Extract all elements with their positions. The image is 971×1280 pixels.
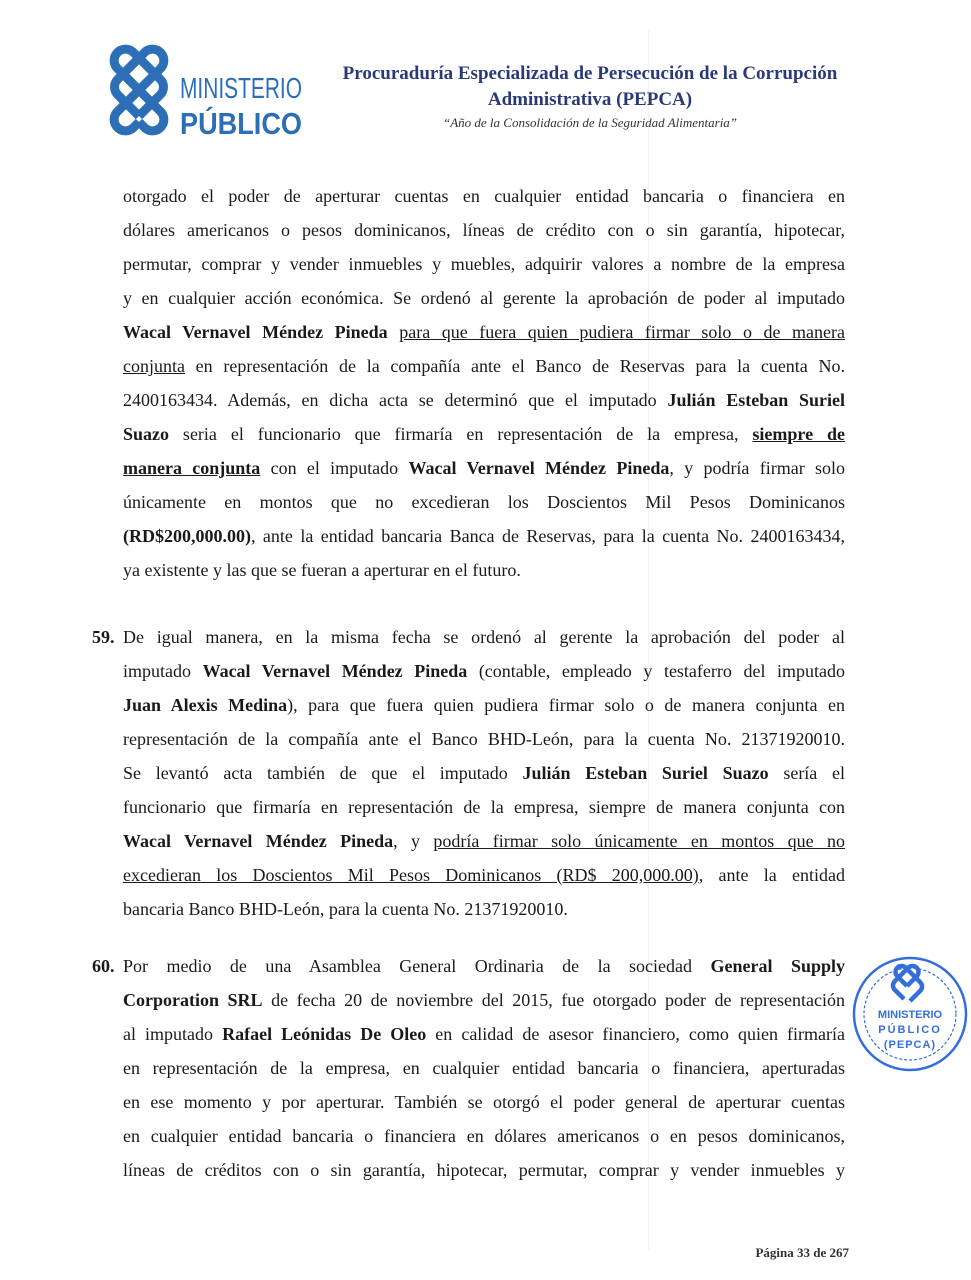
- text-line: [123, 761, 845, 795]
- text-line: [123, 829, 845, 863]
- text-span: permutar, comprar y vender inmuebles y muebles, adquirir valores a nombre de la empresa: [123, 254, 845, 274]
- text-span: otorgado el poder de aperturar cuentas en cualquier entidad bancaria o financiera en: [123, 186, 845, 206]
- text-span: , ante la entidad: [698, 865, 845, 885]
- text-line: [123, 727, 845, 761]
- text-span: en representación de la empresa, en cualquier entidad bancaria o financiera, aperturadas: [123, 1058, 845, 1078]
- text-line: [123, 388, 845, 422]
- header-title-line1: Procuraduría Especializada de Persecución de la Corrupción: [342, 63, 838, 84]
- text-line: [123, 1124, 845, 1158]
- bold-text: Corporation SRL: [123, 990, 263, 1010]
- text-span: , y: [393, 831, 434, 851]
- bold-text: Suazo: [123, 424, 170, 444]
- bold-text: Wacal Vernavel Méndez Pineda: [123, 831, 394, 851]
- text-line: [123, 1022, 845, 1056]
- text-span: De igual manera, en la misma fecha se ordenó al gerente la aprobación del poder al: [123, 627, 845, 647]
- text-span: representación de la compañía ante el Banco BHD-León, para la cuenta No. 21371920010.: [123, 729, 845, 749]
- bold-text: Julián Esteban Suriel Suazo: [522, 763, 769, 783]
- bold-text: Wacal Vernavel Méndez Pineda: [123, 322, 388, 342]
- text-span: en ese momento y por aperturar. También se otorgó el poder general de aperturar cuentas: [123, 1092, 845, 1112]
- text-line: [123, 422, 845, 456]
- text-line: [123, 897, 845, 931]
- header-title-line2: Administrativa (PEPCA): [487, 89, 693, 110]
- stamp-text-ministerio: MINISTERIO: [877, 1009, 943, 1021]
- text-line: [123, 625, 845, 659]
- text-line: [123, 218, 845, 252]
- bold-text: Juan Alexis Medina: [123, 695, 288, 715]
- text-line: [123, 286, 845, 320]
- text-span: (contable, empleado y testaferro del imputado: [467, 661, 846, 681]
- text-line: [123, 954, 845, 988]
- text-line: [123, 1056, 845, 1090]
- text-span: 2400163434. Además, en dicha acta se determinó que el imputado: [123, 390, 668, 410]
- text-span: , y podría firmar solo: [669, 458, 845, 478]
- text-line: [123, 659, 845, 693]
- text-span: en cualquier entidad bancaria o financiera en dólares americanos o en pesos dominicanos,: [123, 1126, 845, 1146]
- underlined-text: para que fuera quien pudiera firmar solo o de manera: [399, 322, 846, 342]
- paragraph: [123, 625, 845, 931]
- text-span: funcionario que firmaría en representación de la empresa, siempre de manera conjunta con: [123, 797, 845, 817]
- bold-text: Wacal Vernavel Méndez Pineda: [408, 458, 670, 478]
- paragraph-number: 59.: [92, 627, 115, 647]
- text-span: imputado: [123, 661, 203, 681]
- text-line: [123, 1090, 845, 1124]
- logo-text-publico: PÚBLICO: [180, 106, 320, 141]
- text-line: [123, 456, 845, 490]
- text-span: dólares americanos o pesos dominicanos, líneas de crédito con o sin garantía, hipotecar,: [123, 220, 845, 240]
- bold-text: (RD$200,000.00): [123, 526, 251, 546]
- underlined-text: podría firmar solo únicamente en montos que no: [433, 831, 845, 851]
- text-span: en calidad de asesor financiero, como quien firmaría: [426, 1024, 845, 1044]
- text-line: [123, 863, 845, 897]
- bold-text: General Supply: [710, 956, 845, 976]
- text-span: Por medio de una Asamblea General Ordinaria de la sociedad: [123, 956, 711, 976]
- text-span: sería el: [768, 763, 845, 783]
- bold-text: Rafael Leónidas De Oleo: [222, 1024, 427, 1044]
- text-line: [123, 524, 845, 558]
- underlined-text: conjunta: [123, 356, 185, 376]
- text-line: [123, 252, 845, 286]
- bold-text: Wacal Vernavel Méndez Pineda: [202, 661, 468, 681]
- text-span: [388, 322, 400, 342]
- text-line: [123, 1158, 845, 1192]
- text-line: [123, 354, 845, 388]
- official-stamp-icon: [852, 952, 968, 1076]
- underlined-text: excedieran los Doscientos Mil Pesos Dominicanos (RD$ 200,000.00): [123, 865, 699, 885]
- text-span: ), para que fuera quien pudiera firmar solo o de manera conjunta en: [287, 695, 845, 715]
- text-span: bancaria Banco BHD-León, para la cuenta No. 21371920010.: [123, 899, 568, 919]
- text-span: de fecha 20 de noviembre del 2015, fue otorgado poder de representación: [262, 990, 846, 1010]
- text-span: ya existente y las que se fueran a aperturar en el futuro.: [123, 560, 521, 580]
- text-line: [123, 558, 845, 592]
- text-span: con el imputado: [260, 458, 409, 478]
- logo-wordmark: [176, 66, 320, 142]
- text-span: líneas de créditos con o sin garantía, hipotecar, permutar, comprar y vender inmuebles y: [123, 1160, 845, 1180]
- text-line: [123, 795, 845, 829]
- text-span: únicamente en montos que no excedieran los Doscientos Mil Pesos Dominicanos: [123, 492, 845, 512]
- bold-text: manera conjunta: [123, 458, 261, 478]
- paragraph: [123, 184, 845, 592]
- page-number: Página 33 de 267: [755, 1245, 849, 1260]
- logo-text-ministerio: MINISTERIO: [180, 73, 302, 105]
- text-line: [123, 693, 845, 727]
- text-span: y en cualquier acción económica. Se ordenó al gerente la aprobación de poder al imputado: [123, 288, 845, 308]
- header-motto: “Año de la Consolidación de la Seguridad Alimentaria”: [442, 115, 738, 130]
- text-span: , ante la entidad bancaria Banca de Reservas, para la cuenta No. 2400163434,: [251, 526, 845, 546]
- stamp-text-publico: PÚBLICO: [878, 1024, 942, 1036]
- paragraph: [123, 954, 845, 1192]
- text-line: [123, 490, 845, 524]
- text-span: en representación de la compañía ante el Banco de Reservas para la cuenta No.: [184, 356, 845, 376]
- bold-text: siempre de: [752, 424, 845, 444]
- paragraph-number: 60.: [92, 956, 115, 976]
- text-line: [123, 988, 845, 1022]
- ministerio-publico-logo-icon: [100, 40, 178, 140]
- text-span: al imputado: [123, 1024, 223, 1044]
- text-span: Se levantó acta también de que el imputado: [123, 763, 523, 783]
- text-span: seria el funcionario que firmaría en representación de la empresa,: [169, 424, 753, 444]
- text-line: [123, 320, 845, 354]
- text-line: [123, 184, 845, 218]
- stamp-text-pepca: (PEPCA): [883, 1039, 937, 1051]
- bold-text: Julián Esteban Suriel: [667, 390, 845, 410]
